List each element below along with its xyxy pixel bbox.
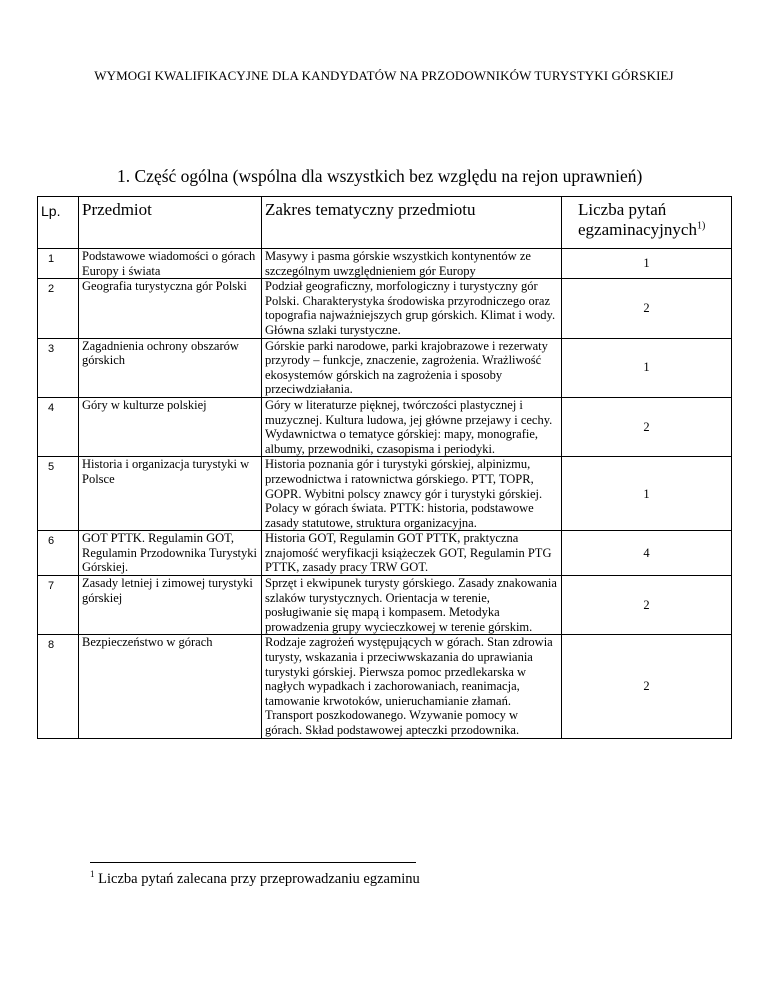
header-count-label: Liczba pytań egzaminacyjnych <box>578 200 697 239</box>
table-row <box>38 338 732 397</box>
row-subject: Podstawowe wiadomości o górach Europy i świata <box>79 249 262 279</box>
row-lp: 6 <box>38 531 79 576</box>
row-scope: Góry w literaturze pięknej, twórczości plastycznej i muzycznej. Kultura ludowa, jej główne przejawy i cechy. Wydawnictwa o tematyce górskiej: mapy, monografie, albumy, przewodniki, czasopisma i periodyki. <box>262 397 562 456</box>
row-subject: Zagadnienia ochrony obszarów górskich <box>79 338 262 397</box>
header-lp: Lp. <box>38 197 79 249</box>
table-row <box>38 635 732 738</box>
row-scope: Rodzaje zagrożeń występujących w górach. Stan zdrowia turysty, wskazania i przeciwwskazania do uprawiania turystyki górskiej. Pierwsza pomoc przedlekarska w nagłych wypadkach i zachorowaniach, reanimacja, tamowanie krwotoków, unieruchamianie złamań. Transport poszkodowanego. Wzywanie pomocy w górach. Skład podstawowej apteczki przodownika. <box>262 635 562 738</box>
header-count-footnote-marker: 1) <box>696 220 706 232</box>
section-title: 1. Część ogólna (wspólna dla wszystkich bez względu na rejon uprawnień) <box>117 166 643 186</box>
row-count: 1 <box>562 338 732 397</box>
header-scope: Zakres tematyczny przedmiotu <box>262 197 562 249</box>
footnote-text: Liczba pytań zalecana przy przeprowadzaniu egzaminu <box>98 870 420 887</box>
row-subject: Historia i organizacja turystyki w Polsce <box>79 457 262 531</box>
row-lp: 4 <box>38 397 79 456</box>
row-scope: Podział geograficzny, morfologiczny i turystyczny gór Polski. Charakterystyka środowiska przyrodniczego oraz topografia najważniejszych grup górskich. Klimat i wody. Główna szlaki turystyczne. <box>262 279 562 338</box>
row-scope: Historia GOT, Regulamin GOT PTTK, praktyczna znajomość weryfikacji książeczek GOT, Regulamin PTG PTTK, zasady pracy TRW GOT. <box>262 531 562 576</box>
table-header-row <box>38 197 732 249</box>
table-row <box>38 397 732 456</box>
row-count: 1 <box>562 249 732 279</box>
footnote-marker: 1 <box>90 869 95 879</box>
row-lp: 8 <box>38 635 79 738</box>
row-scope: Masywy i pasma górskie wszystkich kontynentów ze szczególnym uwzględnieniem gór Europy <box>262 249 562 279</box>
table-row <box>38 576 732 635</box>
row-scope: Górskie parki narodowe, parki krajobrazowe i rezerwaty przyrody – funkcje, znaczenie, zagrożenia. Wrażliwość ekosystemów górskich na zagrożenia i sposoby przeciwdziałania. <box>262 338 562 397</box>
table-row <box>38 457 732 531</box>
footnote-separator <box>90 862 416 863</box>
row-scope: Sprzęt i ekwipunek turysty górskiego. Zasady znakowania szlaków turystycznych. Orientacja w terenie, posługiwanie się mapą i kompasem. Metodyka prowadzenia grupy wycieczkowej w terenie górskim. <box>262 576 562 635</box>
row-lp: 2 <box>38 279 79 338</box>
row-lp: 1 <box>38 249 79 279</box>
row-subject: Zasady letniej i zimowej turystyki górskiej <box>79 576 262 635</box>
header-subject: Przedmiot <box>79 197 262 249</box>
row-lp: 3 <box>38 338 79 397</box>
header-count <box>562 197 732 249</box>
row-lp: 5 <box>38 457 79 531</box>
row-count: 2 <box>562 279 732 338</box>
row-subject: Góry w kulturze polskiej <box>79 397 262 456</box>
footnote <box>90 869 420 888</box>
row-subject: Geografia turystyczna gór Polski <box>79 279 262 338</box>
requirements-table <box>37 196 732 739</box>
table-row <box>38 531 732 576</box>
row-lp: 7 <box>38 576 79 635</box>
row-count: 2 <box>562 635 732 738</box>
table-row <box>38 279 732 338</box>
row-count: 2 <box>562 397 732 456</box>
row-subject: GOT PTTK. Regulamin GOT, Regulamin Przodownika Turystyki Górskiej. <box>79 531 262 576</box>
row-subject: Bezpieczeństwo w górach <box>79 635 262 738</box>
table-row <box>38 249 732 279</box>
row-count: 4 <box>562 531 732 576</box>
row-scope: Historia poznania gór i turystyki górskiej, alpinizmu, przewodnictwa i ratownictwa górskiego. PTT, TOPR, GOPR. Wybitni polscy znawcy gór i turystyki górskiej. Polacy w górach świata. PTTK: historia, podstawowe zasady statutowe, struktura organizacyjna. <box>262 457 562 531</box>
row-count: 1 <box>562 457 732 531</box>
row-count: 2 <box>562 576 732 635</box>
document-header: WYMOGI KWALIFIKACYJNE DLA KANDYDATÓW NA PRZODOWNIKÓW TURYSTYKI GÓRSKIEJ <box>94 68 674 83</box>
